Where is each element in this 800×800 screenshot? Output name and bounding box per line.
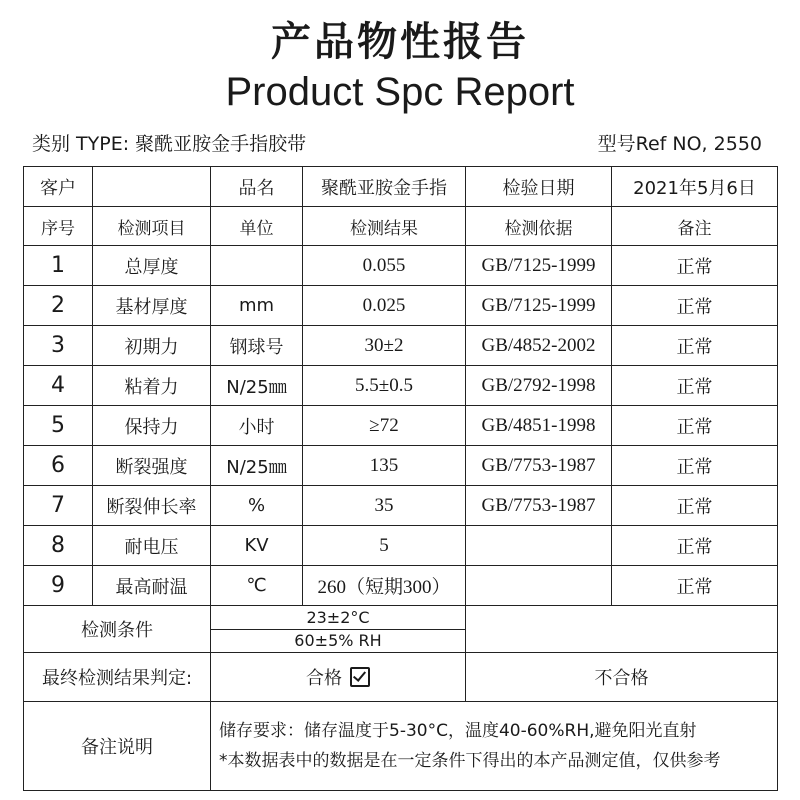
- test-result: 30±2: [303, 326, 466, 366]
- test-item: 断裂伸长率: [93, 486, 211, 526]
- table-row: [24, 526, 778, 566]
- unit: KV: [211, 526, 303, 566]
- column-header-row: [24, 207, 778, 246]
- column-header: 检测依据: [466, 207, 612, 246]
- row-number: 7: [24, 486, 93, 526]
- row-number: 1: [24, 246, 93, 286]
- test-item: 初期力: [93, 326, 211, 366]
- unit: ℃: [211, 566, 303, 606]
- row-number: 8: [24, 526, 93, 566]
- conditions-row: [24, 606, 778, 653]
- row-number: 4: [24, 366, 93, 406]
- page-title: 产品物性报告: [271, 19, 529, 65]
- test-result: 135: [303, 446, 466, 486]
- temperature-condition: 23±2°C: [211, 607, 465, 630]
- table-row: [24, 286, 778, 326]
- fail-label: 不合格: [594, 668, 649, 689]
- column-header: 备注: [612, 207, 778, 246]
- remark: 正常: [612, 566, 778, 606]
- unit: mm: [211, 286, 303, 326]
- product-name-value: 聚酰亚胺金手指: [303, 167, 466, 207]
- test-item: 粘着力: [93, 366, 211, 406]
- table-row: [24, 566, 778, 606]
- remark: 正常: [612, 246, 778, 286]
- table-row: [24, 486, 778, 526]
- test-item: 断裂强度: [93, 446, 211, 486]
- conditions-blank: [466, 606, 778, 653]
- table-row: [24, 246, 778, 286]
- test-result: 260（短期300）: [303, 566, 466, 606]
- test-item: 最高耐温: [93, 566, 211, 606]
- table-row: [24, 366, 778, 406]
- disclaimer-note: *本数据表中的数据是在一定条件下得出的本产品测定值，仅供参考: [219, 751, 721, 771]
- test-basis: GB/4851-1998: [466, 406, 612, 446]
- humidity-condition: 60±5% RH: [294, 630, 382, 650]
- remark: 正常: [612, 526, 778, 566]
- remark: 正常: [612, 446, 778, 486]
- unit: 小时: [211, 406, 303, 446]
- customer-label: 客户: [24, 167, 93, 207]
- column-header: 序号: [24, 207, 93, 246]
- row-number: 9: [24, 566, 93, 606]
- page-subtitle: Product Spc Report: [225, 70, 575, 114]
- header-row: [24, 167, 778, 207]
- row-number: 5: [24, 406, 93, 446]
- remark: 正常: [612, 366, 778, 406]
- final-judgement-label: 最终检测结果判定:: [24, 653, 211, 702]
- checked-checkbox-icon: [350, 667, 370, 687]
- report-table: [23, 166, 778, 791]
- table-row: [24, 446, 778, 486]
- unit: N/25㎜: [211, 446, 303, 486]
- test-result: 0.025: [303, 286, 466, 326]
- pass-option: [211, 653, 466, 702]
- test-conditions-label: 检测条件: [24, 606, 211, 653]
- notes-row: [24, 702, 778, 791]
- notes-content: [211, 702, 778, 791]
- storage-requirement-note: 储存要求：储存温度于5-30°C，温度40-60%RH,避免阳光直射: [219, 721, 697, 741]
- remark: 正常: [612, 486, 778, 526]
- unit: 钢球号: [211, 326, 303, 366]
- column-header: 单位: [211, 207, 303, 246]
- test-basis: GB/2792-1998: [466, 366, 612, 406]
- inspection-date-label: 检验日期: [466, 167, 612, 207]
- test-result: 0.055: [303, 246, 466, 286]
- test-basis: GB/7753-1987: [466, 486, 612, 526]
- test-result: 5: [303, 526, 466, 566]
- test-basis: GB/7753-1987: [466, 446, 612, 486]
- row-number: 6: [24, 446, 93, 486]
- test-basis: [466, 566, 612, 606]
- test-basis: GB/7125-1999: [466, 246, 612, 286]
- customer-value: [93, 167, 211, 207]
- product-name-label: 品名: [211, 167, 303, 207]
- unit: N/25㎜: [211, 366, 303, 406]
- ref-number: 型号Ref NO, 2550: [597, 133, 762, 155]
- test-conditions-values: [211, 606, 466, 653]
- unit: %: [211, 486, 303, 526]
- remark: 正常: [612, 406, 778, 446]
- column-header: 检测结果: [303, 207, 466, 246]
- test-item: 保持力: [93, 406, 211, 446]
- final-judgement-row: [24, 653, 778, 702]
- remark: 正常: [612, 286, 778, 326]
- test-basis: GB/7125-1999: [466, 286, 612, 326]
- test-basis: [466, 526, 612, 566]
- test-item: 耐电压: [93, 526, 211, 566]
- test-item: 基材厚度: [93, 286, 211, 326]
- inspection-date-value: 2021年5月6日: [612, 167, 778, 207]
- test-result: 35: [303, 486, 466, 526]
- notes-label: 备注说明: [24, 702, 211, 791]
- table-row: [24, 406, 778, 446]
- test-result: 5.5±0.5: [303, 366, 466, 406]
- row-number: 2: [24, 286, 93, 326]
- fail-option: [466, 653, 778, 702]
- row-number: 3: [24, 326, 93, 366]
- test-item: 总厚度: [93, 246, 211, 286]
- test-result: ≥72: [303, 406, 466, 446]
- pass-label: 合格: [306, 668, 342, 689]
- column-header: 检测项目: [93, 207, 211, 246]
- remark: 正常: [612, 326, 778, 366]
- table-row: [24, 326, 778, 366]
- category-label: 类别 TYPE: 聚酰亚胺金手指胶带: [32, 133, 307, 155]
- test-basis: GB/4852-2002: [466, 326, 612, 366]
- unit: [211, 246, 303, 286]
